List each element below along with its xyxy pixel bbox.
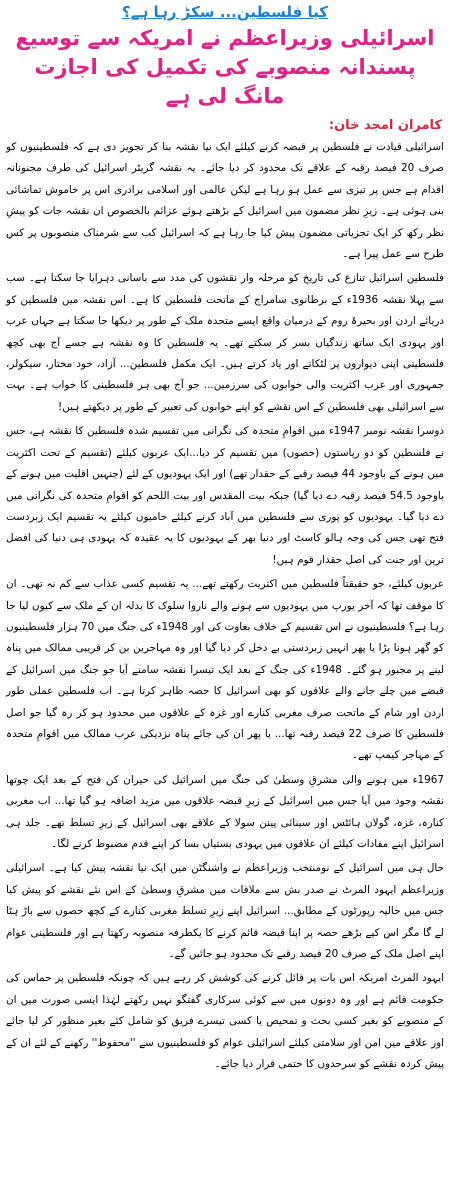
paragraph: 1967ء میں ہونے والی مشرقِ وسطیٰ کی جنگ میں اسرائیل کی حیران کن فتح کے بعد ایک چوتھا نقشہ وجود میں آیا جس میں اسرائیل کے زیرِ قبضہ علاقوں میں مزید اضافہ ہو گیا تھا... اب مغربی کنارہ، غزہ، گولان ہائٹس اور سینائی پینن سولا کے علاقے بھی اسرائیل کے زیرِ تسلط تھے۔ جلد ہی اسرائیل اپنے مفادات کیلئے ان علاقوں میں یہودی بستیاں بسا کر اپنے قدم مضبوط کرنے لگا۔ bbox=[6, 773, 444, 850]
byline: کامران امجد خان: bbox=[328, 118, 442, 133]
headline: اسرائیلی وزیراعظم نے امریکہ سے توسیع پسندانہ منصوبے کی تکمیل کی اجازت مانگ لی ہے bbox=[15, 26, 435, 108]
paragraph: اسرائیلی قیادت نے فلسطین پر قبضہ کرنے کیلئے ایک نیا نقشہ بنا کر تجویز دی ہے کہ فلسطینیوں کو صرف 20 فیصد رقبہ کے علاقے تک محدود کر دیا جائے۔ یہ نقشہ گریٹر اسرائیل کی طرف مجنونانہ اقدام ہے جس پر تیزی سے عمل ہو رہا ہے لیکن عالمی اور اسلامی برادری اس پر خاموش تماشائی بنی ہوئی ہے۔ زیرِ نظر مضمون میں اسرائیل کے بڑھتے ہوئے عزائم بالخصوص ان نقشہ جات کو پیشِ نظر رکھ کر ایک تجزیاتی مضمون پیش کیا جا رہا ہے کہ اسرائیل کب سے شرمناک منصوبوں پر کس طرح سے عمل پیرا ہے۔ bbox=[6, 141, 444, 261]
paragraph: حال ہی میں اسرائیل کے نومنتخب وزیراعظم نے واشنگٹن میں ایک نیا نقشہ پیش کیا ہے۔ اسرائیلی وزیراعظم ایہود المرٹ نے صدر بش سے ملاقات میں مشرقِ وسطیٰ کے اس نئے نقشے کو پیش کیا جس میں حالیہ رپورٹوں کے مطابق... اسرائیل اپنے زیرِ تسلط مغربی کنارے کے کچھ حصوں سے باڑ ہٹا لے گا مگر اس کیے بڑھے حصہ پر اپنا قبضہ قائم کرنے کا یکطرفہ منصوبہ رکھتا ہے اور فلسطینی عوام اپنے اصل ملک کے صرف 20 فیصد رقبے تک محدود ہو جائیں گے۔ bbox=[6, 862, 444, 961]
paragraph: دوسرا نقشہ نومبر 1947ء میں اقوامِ متحدہ کی نگرانی میں تقسیم شدہ فلسطین کا نقشہ ہے، جس نے فلسطین کو دو ریاستوں (حصوں) میں تقسیم کر دیا...ایک عربوں کیلئے (تقسیم کے تحت اکثریت میں ہونے کے باوجود 44 فیصد رقبے کے حقدار تھے) اور ایک یہودیوں کے لئے (جنہیں اقلیت میں ہونے کے باوجود 54.5 فیصد رقبہ دے دیا گیا) جبکہ بیت المقدس اور بیت اللحم کو اقوامِ متحدہ کی نگرانی میں دے دیا گیا۔ یہودیوں کو پوری سے فلسطین میں آباد کرنے کیلئے حامیوں کیلئے یہ تقسیم ایک زبردست فتح تھی جس کی وجہ ہالو کاسٹ اور دنیا بھر کے یہودیوں کا یہ عقیدہ کہ یہودی ہی دنیا کی افضل ترین اور جنت کی اصل حقدار قوم ہیں! bbox=[6, 425, 444, 566]
paragraph: فلسطین اسرائیل تنازع کی تاریخ کو مرحلہ وار نقشوں کی مدد سے باسانی دہرایا جا سکتا ہے۔ سب سے پہلا نقشہ 1936ء کے برطانوی سامراج کے ماتحت فلسطین کا ہے۔ اس نقشہ میں فلسطین کو دریائے اردن اور بحیرۂ روم کے درمیان واقع ایسے متحدہ ملک کے طور پر دیکھا جا سکتا ہے جہاں عرب اور یہودی ایک ساتھ زندگیاں بسر کر سکتے تھے۔ یہ فلسطین کا وہ نقشہ ہے جسے آج بھی کچھ فلسطینی اپنی دیواروں پر لٹکاتے اور یاد کرتے ہیں۔ ایک مکمل فلسطین... آزاد، خود مختار، سیکولر، جمہوری اور عرب اکثریت والی خوابوں کی سرزمین... جو آج بھی ہر فلسطینی کا خواب ہے۔ بہت سے اسرائیلی بھی فلسطین کے اس نقشے کو اپنے خوابوں کی تعبیر کے طور پر دیکھتے ہیں! bbox=[6, 272, 445, 413]
paragraph: ایہود المرٹ امریکہ اس بات پر قائل کرنے کی کوشش کر رہے ہیں کہ چونکہ فلسطین پر حماس کی حکومت قائم ہے اور وہ دونوں میں سے کوئی سرکاری گفتگو نہیں رکھتے لہٰذا ایسی صورت میں ان کے منصوبے کو بغیر کسی بحث و تمحیص یا کسی تیسرے فریق کو شامل کئے بغیر منظور کر لیا جائے اور علاقے میں امن اور سلامتی کیلئے اسرائیلی عوام کو فلسطینیوں سے ''محفوظ'' رکھنے کے لئے ان کے پیش کردہ نقشے کو سرحدوں کا حتمی قرار دیا جائے۔ bbox=[6, 972, 444, 1071]
article-body bbox=[6, 137, 444, 1075]
paragraph: عربوں کیلئے، جو حقیقتاً فلسطین میں اکثریت رکھتے تھے... یہ تقسیم کسی عذاب سے کم نہ تھی۔ ان کا موقف تھا کہ آخر یورپ میں یہودیوں سے ہونے والے ناروا سلوک کا بدلہ ان کے ملک سے کیوں لیا جا رہا ہے؟ فلسطینیوں نے اس تقسیم کے خلاف بغاوت کی اور 1948ء کی جنگ میں 70 ہزار فلسطینیوں کو گھر ہونا پڑا یا پھر انہیں زبردستی بے دخل کر دیا گیا اور وہ مہاجرین بن کر قریبی ممالک میں پناہ لینے پر مجبور ہو گئے۔ 1948ء کی جنگ کے بعد ایک تیسرا نقشہ سامنے آیا جو جنگ میں اسرائیل کے قبضے میں چلے جانے والے علاقوں کو بھی اسرائیل کا حصہ ظاہر کرتا ہے۔ اب فلسطین عملی طور اردن اور شام کے ماتحت صرف مغربی کنارے اور غزہ کے علاقوں میں محدود ہو کر رہ گیا جو اصل فلسطین کا صرف 22 فیصد رقبہ تھا... یا پھر ان کی جائے پناہ نزدیکی عرب ممالک میں اقوامِ متحدہ کے مہاجر کیمپ تھے۔ bbox=[6, 578, 444, 762]
kicker-title: کیا فلسطین... سکڑ رہا ہے؟ bbox=[121, 3, 329, 21]
